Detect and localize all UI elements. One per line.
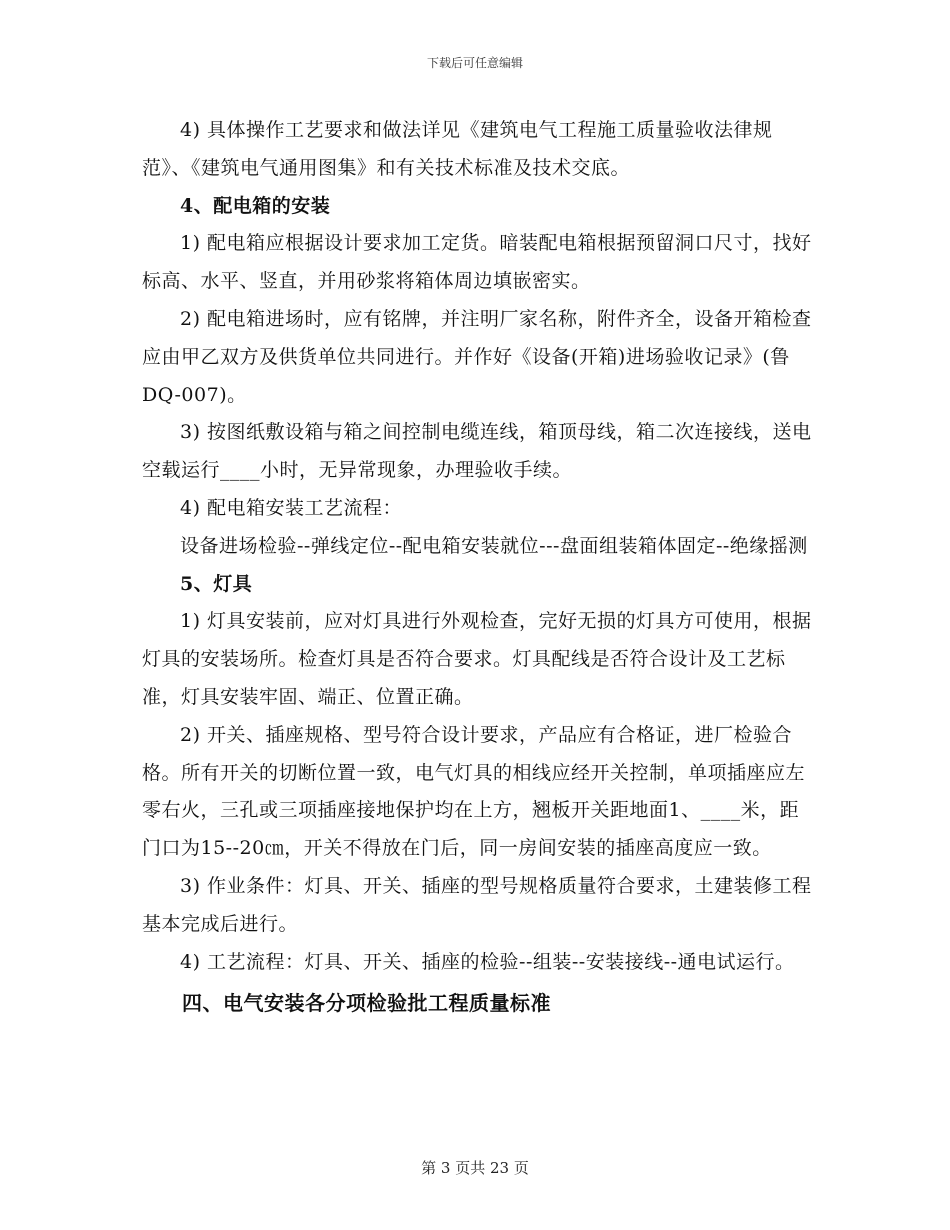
paragraph: 1) 配电箱应根据设计要求加工定货。暗装配电箱根据预留洞口尺寸，找好标高、水平、竖直，并用砂浆将箱体周边填嵌密实。 (142, 232, 812, 293)
paragraph: 3) 按图纸敷设箱与箱之间控制电缆连线，箱顶母线，箱二次连接线，送电空载运行____小时，无异常现象，办理验收手续。 (142, 421, 812, 482)
page-footer: 第 3 页共 23 页 (421, 1159, 529, 1177)
section-heading: 5、灯具 (180, 572, 253, 595)
paragraph: 3) 作业条件：灯具、开关、插座的型号规格质量符合要求，土建装修工程基本完成后进行。 (142, 874, 812, 935)
paragraph: 1) 灯具安装前，应对灯具进行外观检查，完好无损的灯具方可使用，根据灯具的安装场所。检查灯具是否符合要求。灯具配线是否符合设计及工艺标准，灯具安装牢固、端正、位置正确。 (142, 610, 812, 708)
paragraph: 2) 配电箱进场时，应有铭牌，并注明厂家名称，附件齐全，设备开箱检查应由甲乙双方及供货单位共同进行。并作好《设备(开箱)进场验收记录》(鲁 DQ-007)。 (142, 307, 812, 406)
paragraph: 4) 配电箱安装工艺流程： (180, 496, 403, 519)
paragraph: 2) 开关、插座规格、型号符合设计要求，产品应有合格证，进厂检验合格。所有开关的切断位置一致，电气灯具的相线应经开关控制，单项插座应左零右火，三孔或三项插座接地保护均在上方，翘板开关距地面1、____米，距门口为15--20㎝，开关不得放在门后，同一房间安装的插座高度应一致。 (142, 723, 806, 860)
page-header: 下载后可任意编辑 (426, 56, 523, 70)
document-body (142, 112, 812, 1023)
paragraph: 4) 具体操作工艺要求和做法详见《建筑电气工程施工质量验收法律规范》、《建筑电气通用图集》和有关技术标准及技术交底。 (142, 119, 773, 179)
chapter-heading: 四、电气安装各分项检验批工程质量标准 (182, 991, 551, 1016)
process-flow: 设备进场检验--弹线定位--配电箱安装就位---盘面组装箱体固定--绝缘摇测 (180, 534, 808, 557)
section-heading: 4、配电箱的安装 (180, 194, 331, 217)
paragraph: 4) 工艺流程：灯具、开关、插座的检验--组装--安装接线--通电试运行。 (180, 950, 795, 973)
